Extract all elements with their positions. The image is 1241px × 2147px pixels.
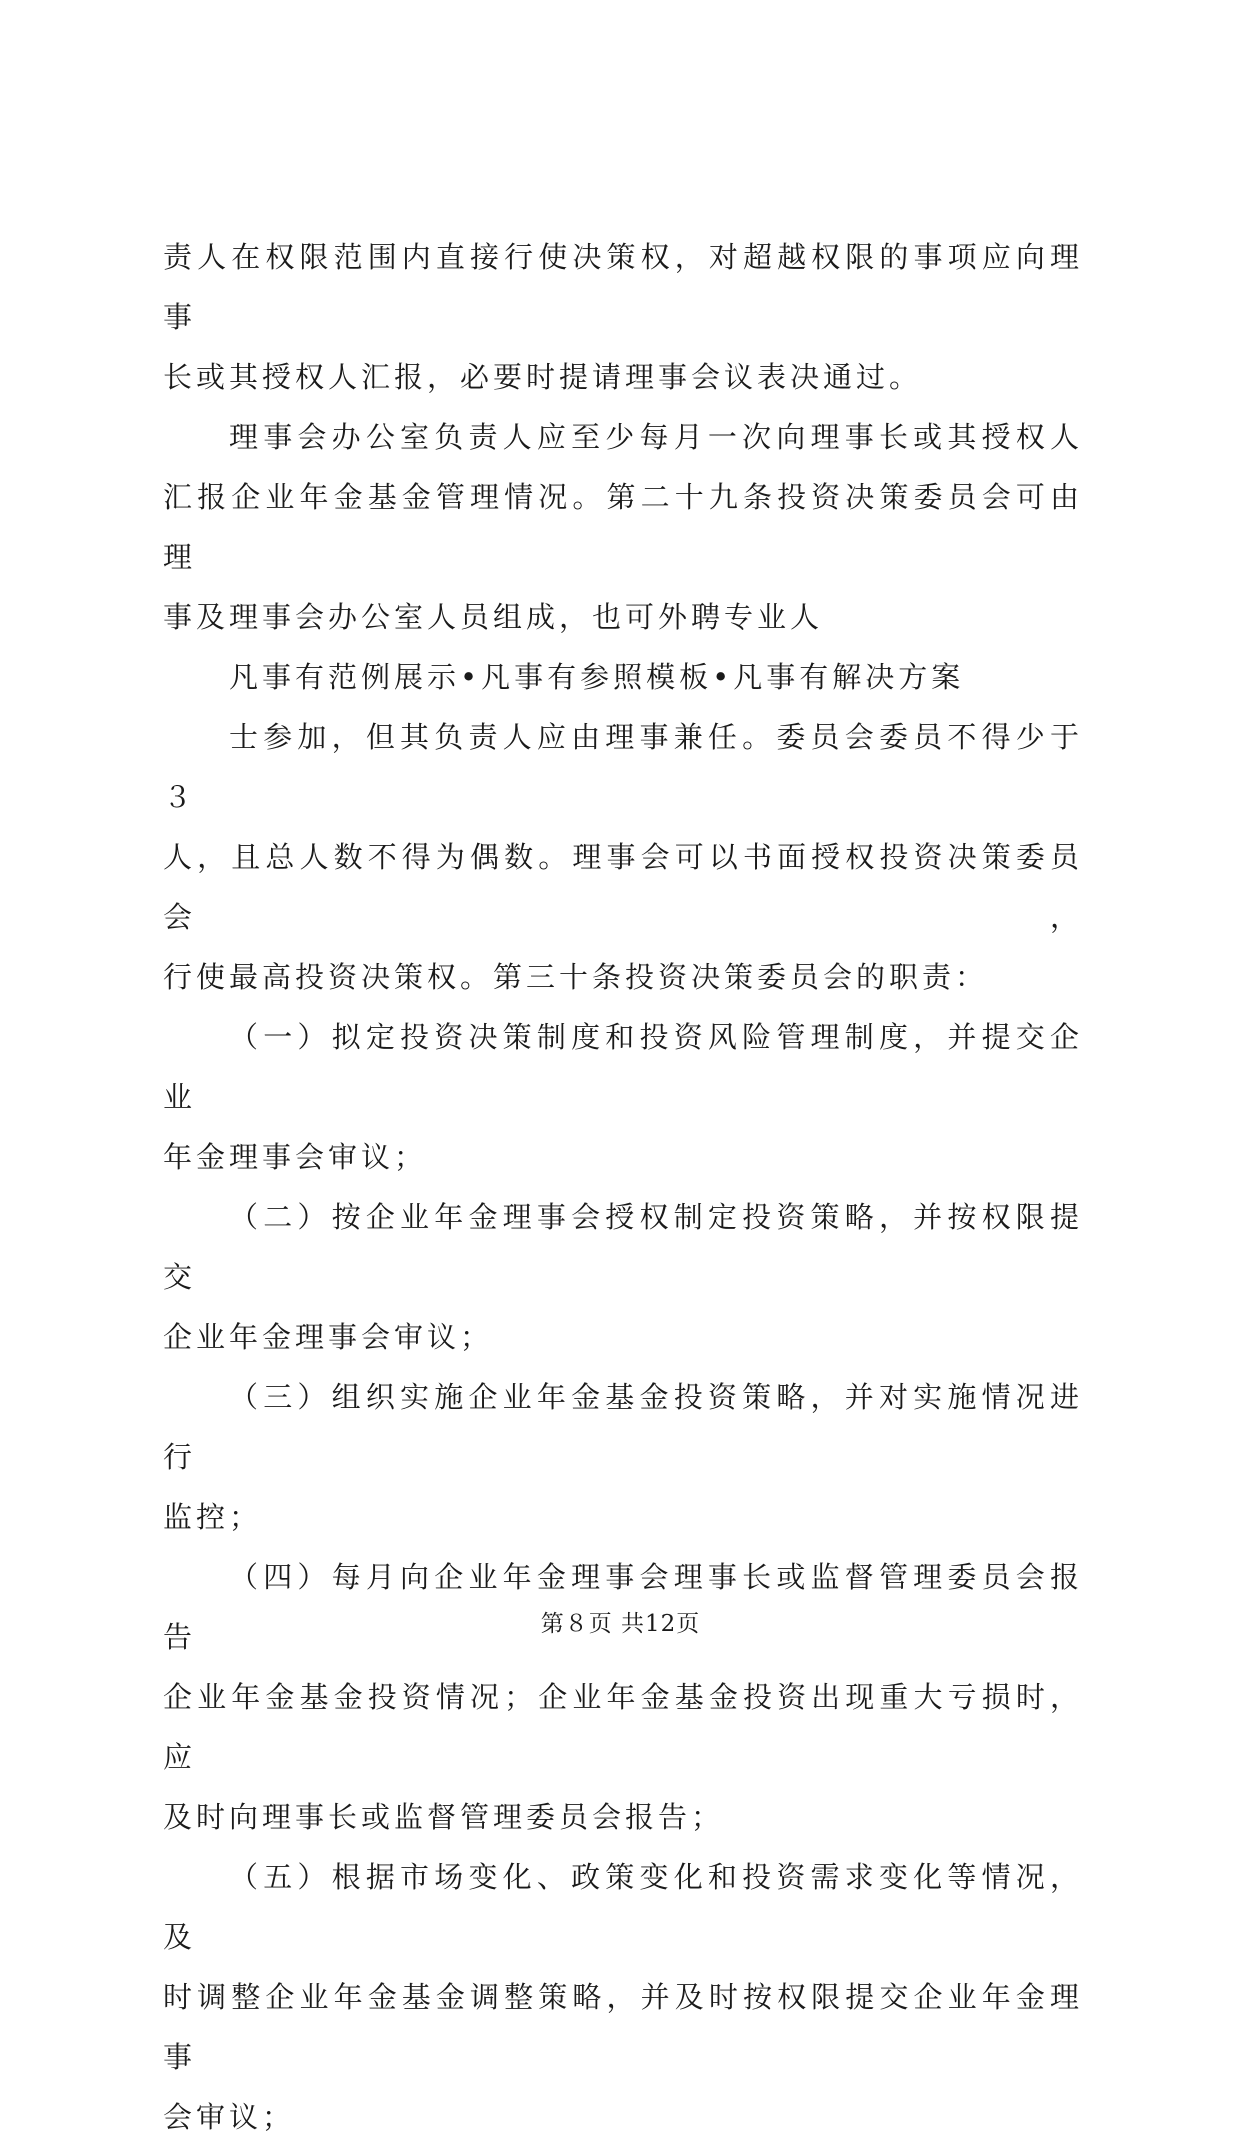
text-line: （二）按企业年金理事会授权制定投资策略，并按权限提交 xyxy=(163,1200,1083,1294)
paragraph-p2 xyxy=(163,407,1083,647)
page-number-footer: 第８页 共12页 xyxy=(540,1611,701,1637)
paragraph-p1 xyxy=(163,227,1083,407)
text-line: （三）组织实施企业年金基金投资策略，并对实施情况进行 xyxy=(163,1380,1083,1474)
text-line: 事及理事会办公室人员组成，也可外聘专业人 xyxy=(163,600,824,634)
text-line: 长或其授权人汇报，必要时提请理事会议表决通过。 xyxy=(163,360,923,394)
text-line: 企业年金理事会审议； xyxy=(163,1320,494,1354)
text-line: 年金理事会审议； xyxy=(163,1140,428,1174)
text-line: （五）根据市场变化、政策变化和投资需求变化等情况，及 xyxy=(163,1860,1083,1954)
text-line: （四）每月向企业年金理事会理事长或监督管理委员会报告 xyxy=(163,1560,1083,1654)
paragraph-p9 xyxy=(163,1847,1083,2147)
paragraph-p3 xyxy=(163,647,1083,707)
text-line: 人，且总人数不得为偶数。理事会可以书面授权投资决策委员会， xyxy=(163,840,1083,934)
text-line: 企业年金基金投资情况；企业年金基金投资出现重大亏损时，应 xyxy=(163,1680,1083,1774)
text-line: 及时向理事长或监督管理委员会报告； xyxy=(163,1800,725,1834)
text-line: 理事会办公室负责人应至少每月一次向理事长或其授权人 xyxy=(229,420,1083,454)
paragraph-p8 xyxy=(163,1547,1083,1847)
text-line: 监控； xyxy=(163,1500,263,1534)
text-line: 责人在权限范围内直接行使决策权，对超越权限的事项应向理事 xyxy=(163,240,1083,334)
paragraph-p5 xyxy=(163,1007,1083,1187)
text-line: 士参加，但其负责人应由理事兼任。委员会委员不得少于３ xyxy=(163,720,1083,814)
text-line: 凡事有范例展示•凡事有参照模板•凡事有解决方案 xyxy=(229,660,965,694)
text-line: 行使最高投资决策权。第三十条投资决策委员会的职责： xyxy=(163,960,989,994)
text-line: 时调整企业年金基金调整策略，并及时按权限提交企业年金理事 xyxy=(163,1980,1083,2074)
text-line: （一）拟定投资决策制度和投资风险管理制度，并提交企业 xyxy=(163,1020,1083,1114)
document-body xyxy=(163,227,1083,2147)
text-line: 会审议； xyxy=(163,2100,296,2134)
paragraph-p4 xyxy=(163,707,1083,1007)
paragraph-p6 xyxy=(163,1187,1083,1367)
text-line: 汇报企业年金基金管理情况。第二十九条投资决策委员会可由理 xyxy=(163,480,1083,574)
paragraph-p7 xyxy=(163,1367,1083,1547)
